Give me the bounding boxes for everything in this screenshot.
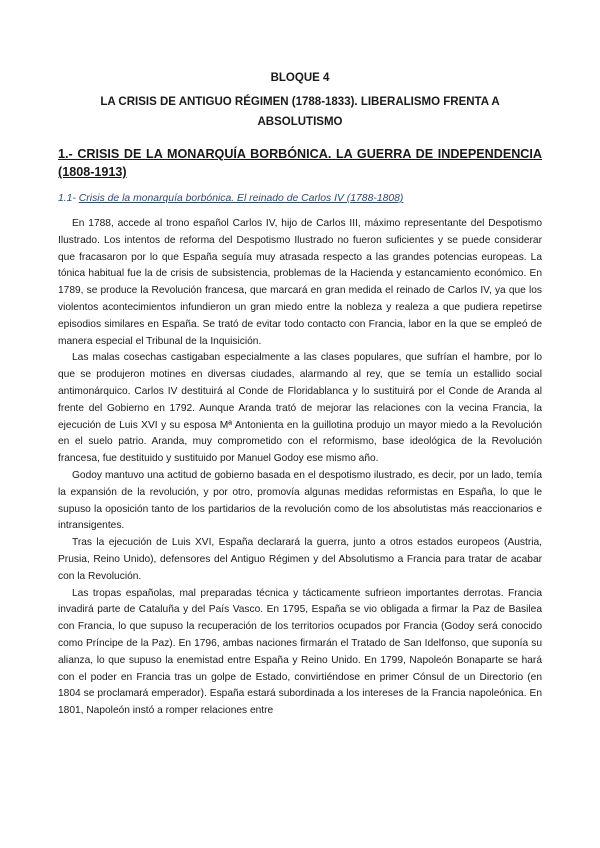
subsection-number: 1.1- [58,193,76,204]
body-text [58,216,542,720]
subsection-title: Crisis de la monarquía borbónica. El reinado de Carlos IV (1788-1808) [78,193,404,204]
paragraph: Las tropas españolas, mal preparadas técnica y tácticamente sufrieon importantes derrotas. Francia invadirá parte de Cataluña y del País Vasco. En 1795, España se vio obligada a firmar la Paz de Basilea con Francia, lo que supuso la recuperación de los territorios ocupados por Francia (Godoy será conocido como Príncipe de la Paz). En 1796, ambas naciones firmarán el Tratado de San Idelfonso, que suponía su alianza, lo que supuso la enemistad entre España y Reino Unido. En 1799, Napoleón Bonaparte se hará con el poder en Francia tras un golpe de Estado, convirtiéndose en primer Cónsul de un Directorio (en 1804 se proclamará emperador). España estará subordinada a los intereses de la Francia napoleónica. En 1801, Napoleón instó a romper relaciones entre [58,587,542,717]
subsection-heading [58,193,542,204]
paragraph: En 1788, accede al trono español Carlos IV, hijo de Carlos III, máximo representante del Despotismo Ilustrado. Los intentos de reforma del Despotismo Ilustrado no fueron suficientes y se puede considerar que fracasaron por lo que España seguía muy atrasada respecto a las grandes potencias europeas. La tónica habitual fue la de crisis de subsistencia, problemas de la Hacienda y estancamiento económico. En 1789, se produce la Revolución francesa, que marcará en gran medida el reinado de Carlos IV, ya que los violentos acontecimientos infundieron un gran miedo entre la nobleza y realeza a que pudiera repetirse episodios similares en España. Se trató de evitar todo contacto con Francia, labor en la que se empleó de manera especial el Tribunal de la Inquisición. [58,218,542,347]
paragraph: Tras la ejecución de Luis XVI, España declarará la guerra, junto a otros estados europeos (Austria, Prusia, Reino Unido), defensores del Antiguo Régimen y del Absolutismo a Francia para tratar de acabar con la Revolución. [58,537,542,582]
paragraph: Las malas cosechas castigaban especialmente a las clases populares, que sufrían el hambre, por lo que se produjeron motines en diversas ciudades, alarmando al rey, que se temía un estallido social antimonárquico. Carlos IV destituirá al Conde de Floridablanca y lo sustituirá por el Conde de Aranda al frente del Gobierno en 1792. Aunque Aranda trató de mejorar las relaciones con la vecina Francia, la ejecución de Luis XVI y su esposa Mª Antonienta en la guillotina produjo un mayor miedo a la Revolución en el suelo patrio. Aranda, muy comprometido con el reformismo, base ideológica de la Revolución francesa, fue destituido y sustituido por Manuel Godoy ese mismo año. [58,352,542,465]
block-label: BLOQUE 4 [270,72,330,84]
page-title: LA CRISIS DE ANTIGUO RÉGIMEN (1788-1833). LIBERALISMO FRENTA A ABSOLUTISMO [100,96,500,128]
paragraph: Godoy mantuvo una actitud de gobierno basada en el despotismo ilustrado, es decir, por un lado, temía la expansión de la revolución, y por otro, promovía algunas medidas reformistas en España, lo que le supuso la oposición tanto de los partidarios de la revolución como de los absolutistas más reaccionarios e intransigentes. [58,469,542,532]
section-heading: 1.- CRISIS DE LA MONARQUÍA BORBÓNICA. LA GUERRA DE INDEPENDENCIA (1808-1913) [58,147,542,179]
